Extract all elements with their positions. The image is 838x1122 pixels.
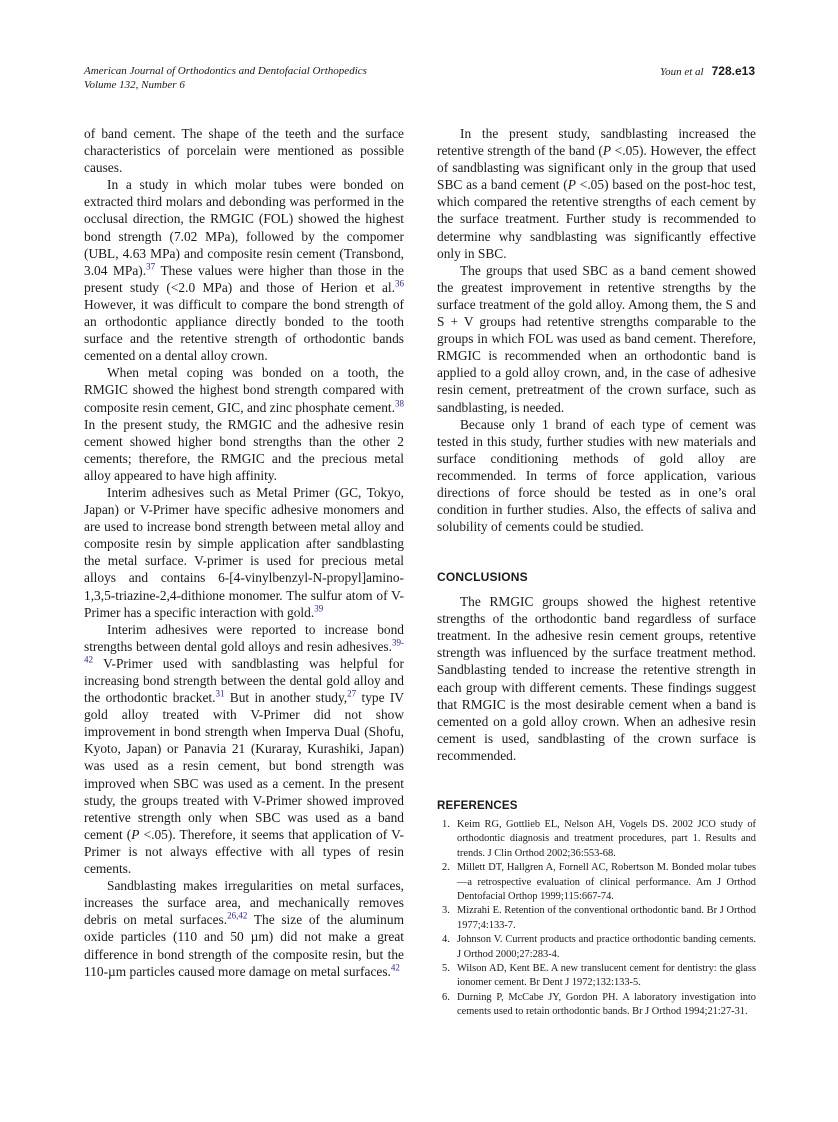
running-header-journal	[84, 64, 367, 92]
reference-item	[437, 818, 756, 861]
paragraph-text: V-Primer used with sandblasting was helpful for increasing bond strength between the dental gold alloy and the orthodontic bracket.	[84, 655, 404, 706]
reference-number: 4.	[442, 934, 450, 946]
paragraph-text: In the present study, sandblasting increased the retentive strength of the band (	[437, 126, 756, 159]
reference-item	[437, 991, 756, 1020]
reference-item	[437, 933, 756, 962]
references-section	[437, 800, 756, 1020]
paragraph-text: <.05). Therefore, it seems that application of V-Primer is not always effective with all types of resin cements.	[84, 826, 404, 877]
paragraph-text: These values were higher than those in the present study (<2.0 MPa) and those of Herion et al.	[84, 262, 404, 295]
reference-number: 3.	[442, 905, 450, 917]
citation-link[interactable]: 37	[146, 261, 156, 272]
body-paragraph	[84, 364, 404, 484]
reference-number: 2.	[442, 862, 450, 874]
running-header-page	[660, 64, 755, 79]
conclusions-body	[437, 593, 756, 764]
paragraph-text: Interim adhesives such as Metal Primer (GC, Tokyo, Japan) or V-Primer have specific adhesive monomers and are used to increase bond strength between metal alloy and composite resin by simple application after sandblasting the metal surface. V-primer is used for precious metal alloys and contains 6-[4-vinylbenzyl-N-propyl]amino-1,3,5-triazine-2,4-dithione monomer. The sulfur atom of V-Primer has a specific interaction with gold.	[84, 484, 404, 620]
citation-link[interactable]: 38	[395, 398, 404, 409]
paragraph-text: When metal coping was bonded on a tooth, the RMGIC showed the highest bond strength compared with composite resin cement, GIC, and zinc phosphate cement.	[84, 365, 404, 415]
reference-text: Millett DT, Hallgren A, Fornell AC, Robertson M. Bonded molar tubes—a retrospective evaluation of clinical performance. Am J Orthod Dentofacial Orthop 1999;115:667-74.	[457, 862, 756, 903]
paragraph-text: Sandblasting makes irregularities on metal surfaces, increases the surface area, and mechanically removes debris on metal surfaces.	[84, 878, 404, 928]
conclusions-section	[437, 569, 756, 764]
references-heading: REFERENCES	[437, 800, 518, 812]
body-paragraph	[437, 416, 756, 536]
reference-item	[437, 962, 756, 991]
citation-link[interactable]: 27	[347, 688, 357, 699]
body-paragraph	[84, 484, 404, 621]
paragraph-text: The RMGIC groups showed the highest retentive strengths of the orthodontic band regardless of surface treatment. In the adhesive resin cement groups, retentive strength was influenced by the surface treatment method. Sandblasting tended to increase the retentive strength in each group with different cements. These findings suggest that RMGIC is the most desirable cement when a band is cemented on a gold alloy crown. When an adhesive resin cement is used, sandblasting of the crown surface is recommended.	[437, 594, 756, 763]
page-number: 728.e13	[711, 64, 755, 78]
paragraph-text: However, it was difficult to compare the bond strength of an orthodontic appliance directly bonded to the tooth surface and the retentive strength of orthodontic bands cemented on a dental alloy crown.	[84, 296, 404, 364]
reference-number: 6.	[442, 991, 450, 1003]
body-paragraph	[437, 125, 756, 262]
reference-number: 1.	[442, 819, 450, 830]
citation-link[interactable]: 31	[215, 688, 225, 699]
italic-symbol: P	[602, 143, 612, 159]
paragraph-text: But in another study,	[224, 690, 348, 706]
citation-link[interactable]: 26,42	[227, 910, 248, 921]
body-paragraph	[84, 125, 404, 176]
journal-title: American Journal of Orthodontics and Dentofacial Orthopedics	[84, 65, 367, 77]
reference-text: Durning P, McCabe JY, Gordon PH. A laboratory investigation into cements used to retain orthodontic bands. Br J Orthod 1994;21:27-31.	[457, 991, 756, 1018]
left-column	[84, 125, 404, 980]
paragraph-text: of band cement. The shape of the teeth and the surface characteristics of porcelain were mentioned as possible causes.	[84, 126, 404, 176]
body-paragraph	[84, 176, 404, 364]
reference-item	[437, 861, 756, 904]
citation-link[interactable]: 39	[314, 603, 324, 614]
body-paragraph	[437, 262, 756, 416]
italic-symbol: P	[131, 826, 140, 842]
right-column	[437, 125, 756, 535]
running-authors: Youn et al	[660, 66, 704, 78]
paragraph-text: <.05). However, the effect of sandblasting was significant only in the group that used SBC as a band cement (	[437, 143, 756, 193]
reference-text: Mizrahi E. Retention of the conventional orthodontic band. Br J Orthod 1977;4:133-7.	[457, 905, 756, 931]
paragraph-text: type IV gold alloy treated with V-Primer did not show improvement in bond strength when Imperva Dual (Shofu, Kyoto, Japan) or Panavia 21 (Kuraray, Kurashiki, Japan) was used as a resin cement, but bond strength was improved when SBC was used as a cement. In the present study, the groups treated with V-Primer showed improved retentive strength only when SBC was used as a band cement (	[84, 690, 404, 842]
paragraph-text: Interim adhesives were reported to increase bond strengths between dental gold alloys and resin adhesives.	[84, 621, 404, 654]
citation-link[interactable]: 36	[395, 278, 404, 289]
reference-item	[437, 904, 756, 933]
paragraph-text: The groups that used SBC as a band cement showed the greatest improvement in retentive strengths by the surface treatment of the gold alloy. Among them, the S and S + V groups had retentive strengths comparable to the groups in which FOL was used as band cement. Therefore, RMGIC is recommended when an orthodontic band is applied to a gold alloy crown, and, in the case of adhesive resin cement, pretreatment of the crown surface, such as sandblasting, is needed.	[437, 262, 756, 415]
italic-symbol: P	[567, 177, 576, 193]
body-paragraph	[84, 621, 404, 877]
reference-number: 5.	[442, 963, 450, 975]
paragraph-text: Because only 1 brand of each type of cement was tested in this study, further studies with new materials and surface conditioning methods of gold alloy are recommended. In terms of force application, various directions of force should be tested as in one’s oral condition in further studies. Also, the effects of saliva and solubility of cements could be studied.	[437, 416, 756, 535]
reference-text: Johnson V. Current products and practice orthodontic banding cements. J Orthod 2000;27:283-4.	[457, 934, 756, 960]
citation-link[interactable]: 39-42	[84, 637, 404, 665]
body-paragraph	[84, 877, 404, 980]
paragraph-text: In the present study, the RMGIC and the adhesive resin cement showed higher bond strengths than the other 2 cements; therefore, the RMGIC and the precious metal alloy appeared to have high affinity.	[84, 416, 404, 483]
journal-volume: Volume 132, Number 6	[84, 79, 185, 91]
paragraph-text: In a study in which molar tubes were bonded on extracted third molars and debonding was performed in the occlusal direction, the RMGIC (FOL) showed the highest bond strength (7.02 MPa), followed by the compomer (UBL, 4.63 MPa) and composite resin cement (Transbond, 3.04 MPa).	[84, 177, 404, 278]
body-paragraph	[437, 593, 756, 764]
conclusions-heading: CONCLUSIONS	[437, 570, 528, 584]
paragraph-text: <.05) based on the post-hoc test, which compared the retentive strengths of each cement by the surface treatment. Further study is recommended to determine why sandblasting was significantly effective only in SBC.	[437, 177, 757, 261]
paragraph-text: The size of the aluminum oxide particles (110 and 50 µm) did not make a great difference in bond strength of the composite resin, but the 110-µm particles caused more damage on metal surfaces.	[84, 912, 404, 979]
reference-text: Wilson AD, Kent BE. A new translucent cement for dentistry: the glass ionomer cement. Br Dent J 1972;132:133-5.	[457, 963, 756, 989]
citation-link[interactable]: 42	[390, 962, 400, 973]
reference-list	[437, 818, 756, 1020]
reference-text: Keim RG, Gottlieb EL, Nelson AH, Vogels DS. 2002 JCO study of orthodontic diagnosis and treatment procedures, part 1. Results and trends. J Clin Orthod 2002;36:553-68.	[457, 819, 756, 859]
